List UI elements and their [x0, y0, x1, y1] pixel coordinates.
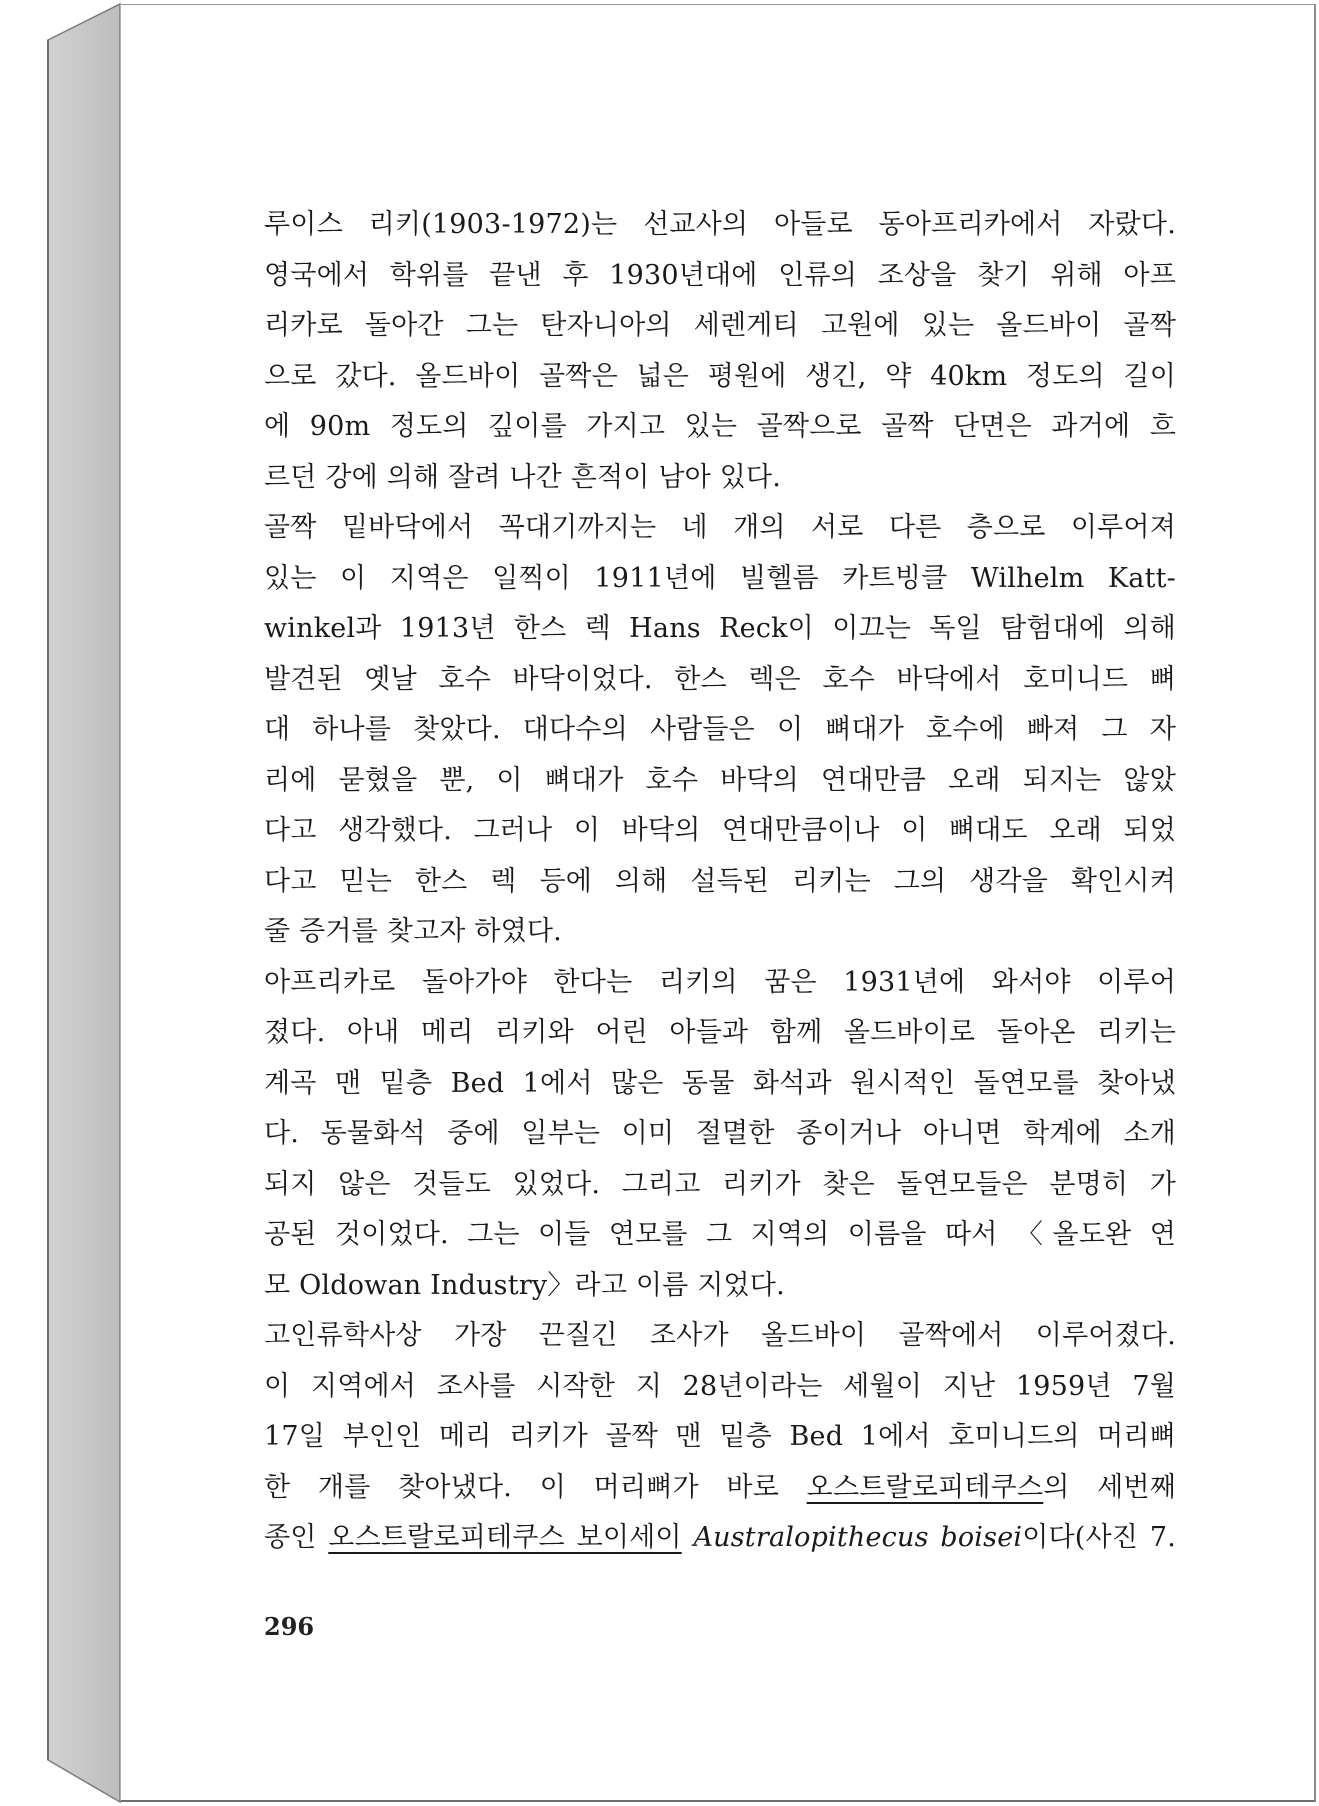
text-line: 으로 갔다. 올드바이 골짝은 넓은 평원에 생긴, 약 40km 정도의 길이 — [264, 360, 1176, 392]
text-line: 이 지역에서 조사를 시작한 지 28년이라는 세월이 지난 1959년 7월 — [264, 1370, 1176, 1402]
underlined-term: 오스트랄로피테쿠스 보이세이 — [328, 1522, 682, 1553]
text-line: 있는 이 지역은 일찍이 1911년에 빌헬름 카트빙클 Wilhelm Katt- — [264, 562, 1176, 594]
text-line-27 — [264, 1513, 1176, 1564]
text-line: 영국에서 학위를 끝낸 후 1930년대에 인류의 조상을 찾기 위해 아프 — [264, 259, 1176, 291]
text-line: 계곡 맨 밑층 Bed 1에서 많은 동물 화석과 원시적인 돌연모를 찾아냈 — [264, 1067, 1176, 1099]
text-line: 다고 생각했다. 그러나 이 바닥의 연대만큼이나 이 뼈대도 오래 되었 — [264, 815, 1176, 846]
underlined-term: 오스트랄로피테쿠스 — [806, 1471, 1044, 1503]
text-line: winkel과 1913년 한스 렉 Hans Reck이 이끄는 독일 탐험대에 의해 — [264, 613, 1176, 644]
text-segment — [682, 1522, 694, 1553]
text-line: 대 하나를 찾았다. 대다수의 사람들은 이 뼈대가 호수에 빠져 그 자 — [264, 714, 1176, 745]
text-line: 발견된 옛날 호수 바닥이었다. 한스 렉은 호수 바닥에서 호미니드 뼈 — [264, 663, 1176, 695]
text-line: 아프리카로 돌아가야 한다는 리키의 꿈은 1931년에 와서야 이루어 — [264, 966, 1176, 998]
text-line: 공된 것이었다. 그는 이들 연모를 그 지역의 이름을 따서 〈올도완 연 — [264, 1219, 1176, 1250]
body-text — [264, 200, 1176, 1564]
text-line: 다. 동물화석 중에 일부는 이미 절멸한 종이거나 아니면 학계에 소개 — [264, 1118, 1176, 1149]
text-line: 고인류학사상 가장 끈질긴 조사가 올드바이 골짝에서 이루어졌다. — [264, 1320, 1176, 1351]
text-segment: 의 세번째 — [1043, 1471, 1176, 1503]
text-line-26 — [264, 1463, 1176, 1514]
text-line: 다고 믿는 한스 렉 등에 의해 설득된 리키는 그의 생각을 확인시켜 — [264, 865, 1176, 897]
text-line: 루이스 리키(1903-1972)는 선교사의 아들로 동아프리카에서 자랐다. — [264, 209, 1176, 240]
text-line: 졌다. 아내 메리 리키와 어린 아들과 함께 올드바이로 돌아온 리키는 — [264, 1017, 1176, 1048]
text-line: 에 90m 정도의 깊이를 가지고 있는 골짝으로 골짝 단면은 과거에 흐 — [264, 411, 1176, 442]
text-line: 줄 증거를 찾고자 하였다. — [264, 916, 562, 947]
text-line: 모 Oldowan Industry〉라고 이름 지었다. — [264, 1269, 785, 1301]
italic-term: Australopithecus boisei — [693, 1522, 1023, 1553]
text-line: 리에 묻혔을 뿐, 이 뼈대가 호수 바닥의 연대만큼 오래 되지는 않았 — [264, 764, 1176, 796]
text-line: 17일 부인인 메리 리키가 골짝 맨 밑층 Bed 1에서 호미니드의 머리뼈 — [264, 1421, 1176, 1452]
page-number: 296 — [264, 1612, 315, 1641]
text-segment: 한 개를 찾아냈다. 이 머리뼈가 바로 — [264, 1471, 807, 1503]
text-line: 골짝 밑바닥에서 꼭대기까지는 네 개의 서로 다른 층으로 이루어져 — [264, 512, 1176, 543]
text-line: 리카로 돌아간 그는 탄자니아의 세렌게티 고원에 있는 올드바이 골짝 — [264, 310, 1176, 341]
text-line: 되지 않은 것들도 있었다. 그리고 리키가 찾은 돌연모들은 분명히 가 — [264, 1168, 1176, 1200]
text-segment: 종인 — [264, 1522, 329, 1553]
text-line: 르던 강에 의해 잘려 나간 흔적이 남아 있다. — [264, 461, 782, 493]
text-segment: 이다(사진 7. — [1022, 1522, 1176, 1553]
